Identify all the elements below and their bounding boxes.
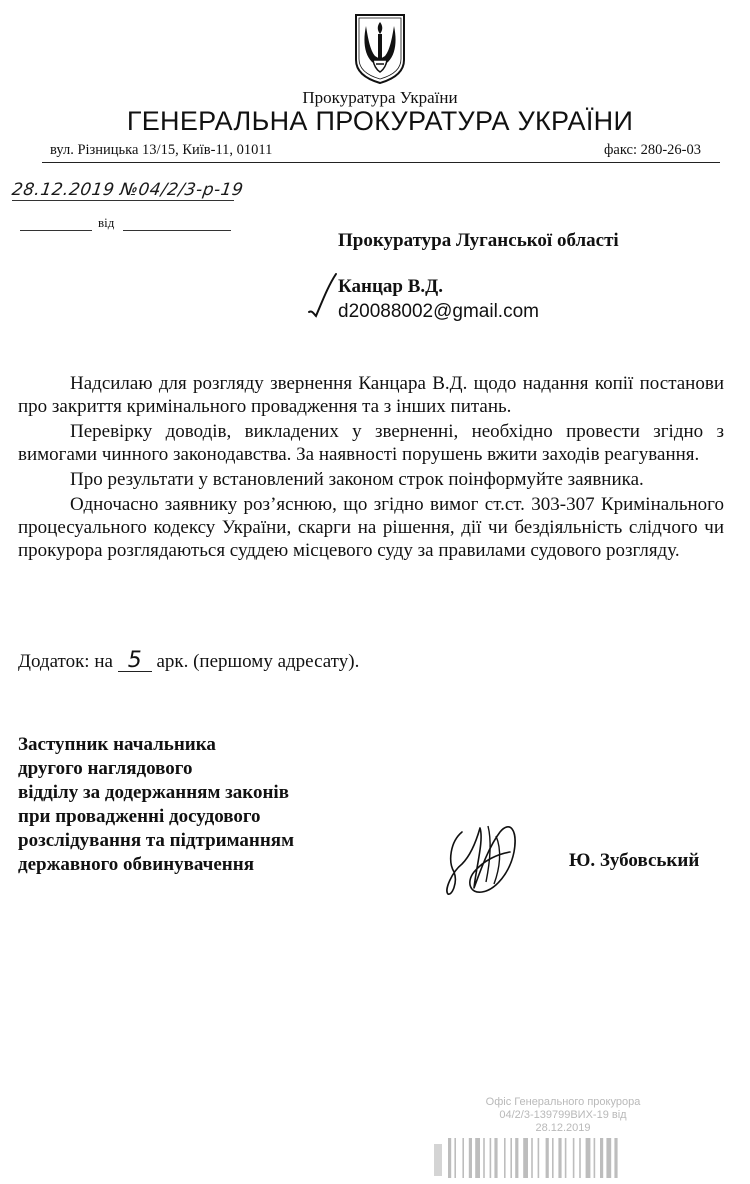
barcode-icon bbox=[448, 1138, 680, 1178]
signatory-position-line: розслідування та підтриманням bbox=[18, 830, 295, 851]
body-paragraph: Надсилаю для розгляду звернення Канцара В.Д. щодо надання копії постанови про закриття кримінального провадження та з інших питань. bbox=[18, 373, 724, 417]
handwritten-signature bbox=[440, 812, 520, 902]
letter-body bbox=[18, 372, 724, 562]
attachment-prefix: Додаток: на bbox=[18, 651, 113, 672]
addressee-organization: Прокуратура Луганської області bbox=[338, 230, 619, 251]
signatory-position-line: державного обвинувачення bbox=[18, 854, 254, 875]
signatory-position-line: відділу за додержанням законів bbox=[18, 782, 289, 803]
header-divider bbox=[42, 162, 720, 163]
attachment-line bbox=[18, 648, 360, 673]
signatory-position-line: другого наглядового bbox=[18, 758, 193, 779]
signatory-position-line: Заступник начальника bbox=[18, 734, 216, 755]
checkmark-icon bbox=[306, 272, 338, 318]
registration-stamp bbox=[458, 1096, 668, 1135]
addressee-email: d20088002@gmail.com bbox=[338, 301, 539, 322]
stamp-line: Офіс Генерального прокурора bbox=[485, 1096, 641, 1108]
attachment-sheet-count: 5 bbox=[118, 651, 152, 672]
barcode-side-number bbox=[432, 1142, 444, 1178]
org-title: ГЕНЕРАЛЬНА ПРОКУРАТУРА УКРАЇНИ bbox=[126, 106, 634, 136]
signatory-name: Ю. Зубовський bbox=[569, 850, 700, 871]
stamp-line: 04/2/3-139799ВИХ-19 від bbox=[499, 1109, 627, 1121]
org-subtitle: Прокуратура України bbox=[302, 88, 458, 107]
body-paragraph: Про результати у встановлений законом строк поінформуйте заявника. bbox=[70, 469, 644, 490]
trident-emblem-icon bbox=[352, 12, 408, 86]
incoming-from-label: від bbox=[98, 215, 115, 230]
incoming-number-line bbox=[20, 230, 92, 231]
body-paragraph: Перевірку доводів, викладених у зверненні, необхідно провести згідно з вимогами чинного законодавства. За наявності порушень вжити заходів реагування. bbox=[18, 421, 724, 465]
signatory-position-line: при провадженні досудового bbox=[18, 806, 261, 827]
stamp-line: 28.12.2019 bbox=[535, 1122, 591, 1134]
signatory-position bbox=[18, 733, 294, 877]
body-paragraph: Одночасно заявнику роз’яснюю, що згідно вимог ст.ст. 303-307 Кримінального процесуального кодексу України, скарги на рішення, дії чи бездіяльність слідчого чи прокурора розглядаються суддею місцевого суду за правилами судового розгляду. bbox=[18, 494, 724, 561]
incoming-date-line bbox=[123, 230, 231, 231]
registration-number-handwritten: 28.12.2019 №04/2/3-р-19 bbox=[10, 180, 245, 200]
addressee-person: Канцар В.Д. bbox=[338, 276, 443, 297]
registration-underline bbox=[12, 200, 234, 201]
org-address: вул. Різницька 13/15, Київ-11, 01011 bbox=[50, 142, 273, 158]
attachment-suffix: арк. (першому адресату). bbox=[156, 651, 360, 672]
org-fax: факс: 280-26-03 bbox=[604, 142, 702, 158]
